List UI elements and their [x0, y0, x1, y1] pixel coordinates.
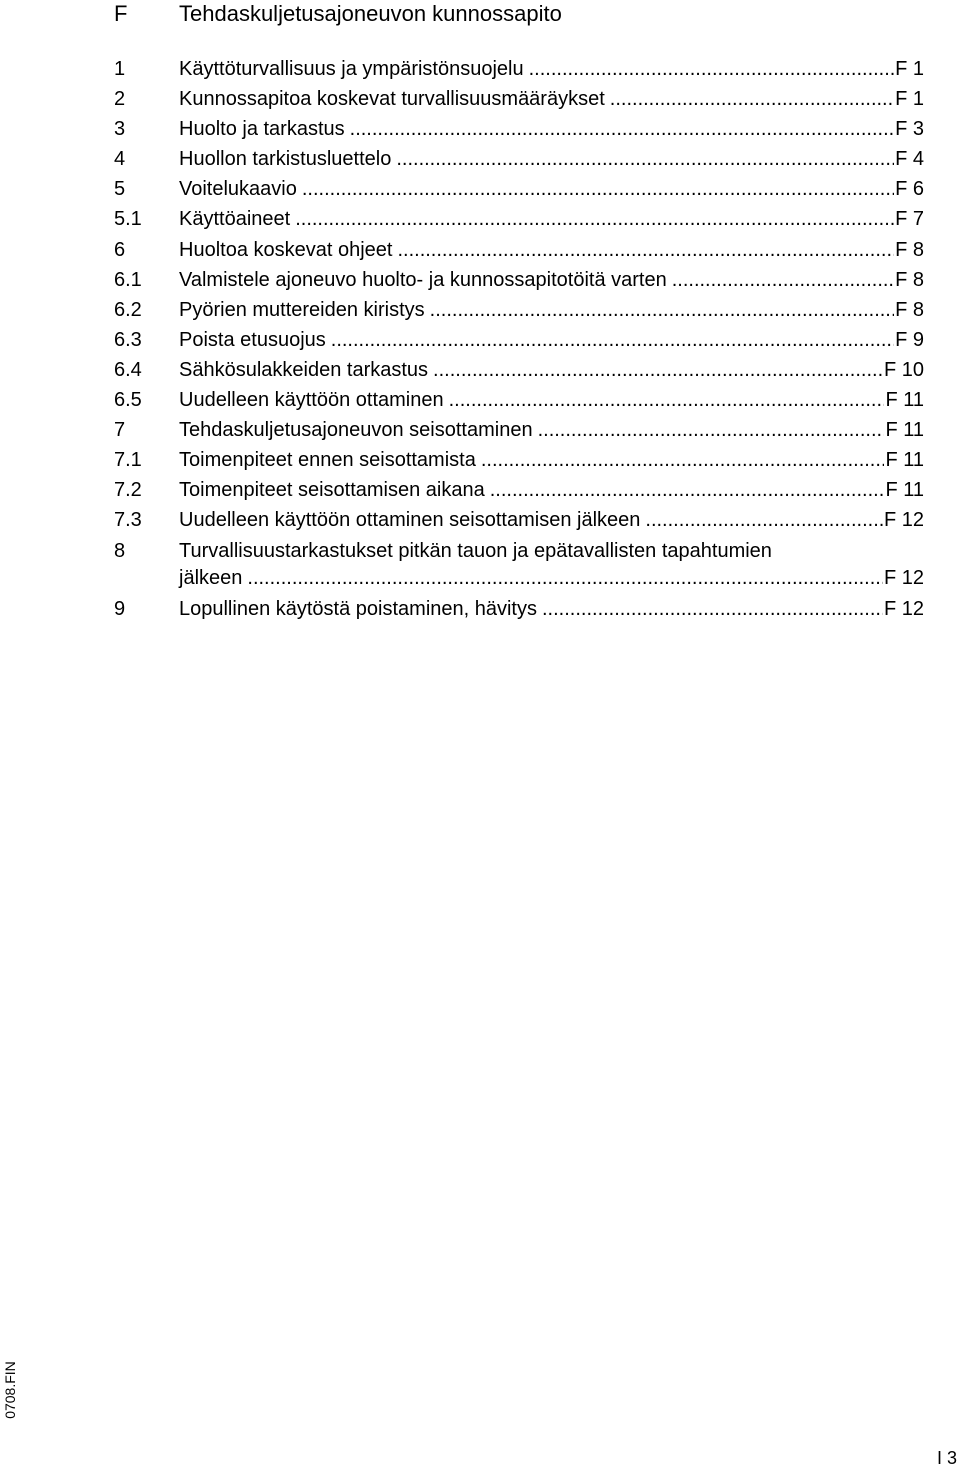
toc-entry-title: Pyörien muttereiden kiristys	[179, 298, 425, 321]
toc-entry[interactable]	[114, 54, 924, 84]
chapter-title: Tehdaskuljetusajoneuvon kunnossapito	[179, 1, 562, 26]
toc-entry-title: Uudelleen käyttöön ottaminen seisottamisen jälkeen	[179, 509, 641, 532]
toc-entry[interactable]	[114, 536, 924, 594]
dot-leader	[490, 475, 885, 505]
toc-entry-page: F 8	[895, 238, 924, 261]
dot-leader	[610, 84, 894, 114]
toc-entry-number: 7	[114, 419, 126, 442]
toc-entry-number: 3	[114, 118, 126, 141]
dot-leader	[396, 144, 894, 174]
toc-entry-page: F 11	[885, 479, 924, 502]
toc-entry[interactable]	[114, 204, 924, 234]
chapter-letter: F	[114, 1, 128, 26]
toc-entry-title: Turvallisuustarkastukset pitkän tauon ja epätavallisten tapahtumien	[179, 539, 772, 562]
toc-entry-page: F 8	[895, 268, 924, 291]
page-number: I 3	[936, 1448, 957, 1468]
dot-leader	[302, 174, 894, 204]
toc-entry-number: 6.2	[114, 298, 142, 321]
dot-leader	[481, 445, 885, 475]
toc-entry-title: Kunnossapitoa koskevat turvallisuusmääräykset	[179, 88, 605, 111]
toc-entry-title: Poista etusuojus	[179, 328, 326, 351]
toc-entry[interactable]	[114, 355, 924, 385]
toc-entry-number: 7.3	[114, 509, 142, 532]
toc-entry-number: 5	[114, 178, 126, 201]
toc-entry-page: F 8	[895, 298, 924, 321]
toc-entry-number: 8	[114, 539, 126, 562]
toc-entry[interactable]	[114, 415, 924, 445]
toc-entry-title: Huollon tarkistusluettelo	[179, 148, 392, 171]
toc-entry-title: Huolto ja tarkastus	[179, 118, 345, 141]
toc-entry[interactable]	[114, 325, 924, 355]
dot-leader	[645, 505, 883, 535]
toc-entry-page: F 4	[895, 148, 924, 171]
dot-leader	[295, 204, 894, 234]
dot-leader	[449, 385, 885, 415]
toc-entry[interactable]	[114, 235, 924, 265]
table-of-contents	[114, 54, 924, 624]
dot-leader	[397, 235, 894, 265]
toc-entry-page: F 12	[883, 597, 924, 620]
toc-entry-page: F 11	[885, 389, 924, 412]
toc-entry-number: 6	[114, 238, 126, 261]
toc-entry-title: Toimenpiteet ennen seisottamista	[179, 449, 476, 472]
dot-leader	[529, 54, 894, 84]
dot-leader	[538, 415, 885, 445]
toc-entry-title: Valmistele ajoneuvo huolto- ja kunnossapitotöitä varten	[179, 268, 667, 291]
toc-entry-number: 7.2	[114, 479, 142, 502]
toc-entry-page: F 3	[895, 118, 924, 141]
toc-entry-title-continued: jälkeen	[179, 566, 243, 589]
toc-entry[interactable]	[114, 445, 924, 475]
toc-entry[interactable]	[114, 84, 924, 114]
dot-leader	[350, 114, 894, 144]
toc-entry-page: F 10	[883, 358, 924, 381]
toc-entry-number: 6.3	[114, 328, 142, 351]
toc-entry[interactable]	[114, 265, 924, 295]
dot-leader	[433, 355, 883, 385]
toc-entry[interactable]	[114, 114, 924, 144]
toc-entry-page: F 6	[895, 178, 924, 201]
toc-entry-number: 4	[114, 148, 126, 171]
toc-entry-number: 5.1	[114, 208, 142, 231]
toc-entry-number: 7.1	[114, 449, 142, 472]
toc-entry-page: F 1	[895, 88, 924, 111]
toc-entry-number: 1	[114, 58, 126, 80]
toc-entry[interactable]	[114, 385, 924, 415]
toc-entry-number: 9	[114, 597, 126, 620]
toc-entry[interactable]	[114, 174, 924, 204]
toc-entry-page: F 7	[895, 208, 924, 231]
dot-leader	[430, 295, 894, 325]
toc-entry-title: Tehdaskuljetusajoneuvon seisottaminen	[179, 419, 533, 442]
toc-entry-page: F 9	[895, 328, 924, 351]
toc-entry-title: Sähkösulakkeiden tarkastus	[179, 358, 429, 381]
toc-entry-title: Huoltoa koskevat ohjeet	[179, 238, 393, 261]
dot-leader	[247, 565, 883, 592]
document-code-text: 0708.FIN	[2, 1361, 18, 1419]
document-code	[0, 1350, 20, 1430]
toc-entry[interactable]	[114, 505, 924, 535]
toc-entry[interactable]	[114, 144, 924, 174]
toc-entry-title: Lopullinen käytöstä poistaminen, hävitys	[179, 597, 537, 620]
toc-entry-title: Voitelukaavio	[179, 178, 297, 201]
dot-leader	[542, 594, 883, 624]
toc-entry-page: F 12	[883, 509, 924, 532]
toc-entry-page: F 1	[895, 58, 924, 80]
toc-entry-title: Uudelleen käyttöön ottaminen	[179, 389, 444, 412]
toc-entry-number: 6.5	[114, 389, 142, 412]
toc-entry-page: F 11	[885, 449, 924, 472]
dot-leader	[672, 265, 894, 295]
toc-entry-page: F 11	[885, 419, 924, 442]
dot-leader	[331, 325, 894, 355]
toc-entry-title: Käyttöaineet	[179, 208, 291, 231]
toc-entry[interactable]	[114, 295, 924, 325]
toc-entry[interactable]	[114, 475, 924, 505]
toc-entry-number: 6.1	[114, 268, 142, 291]
toc-entry-number: 2	[114, 88, 126, 111]
toc-entry-title: Toimenpiteet seisottamisen aikana	[179, 479, 485, 502]
toc-entry-page: F 12	[883, 566, 924, 589]
toc-entry-number: 6.4	[114, 358, 142, 381]
toc-entry-title: Käyttöturvallisuus ja ympäristönsuojelu	[179, 58, 524, 80]
toc-entry[interactable]	[114, 594, 924, 624]
